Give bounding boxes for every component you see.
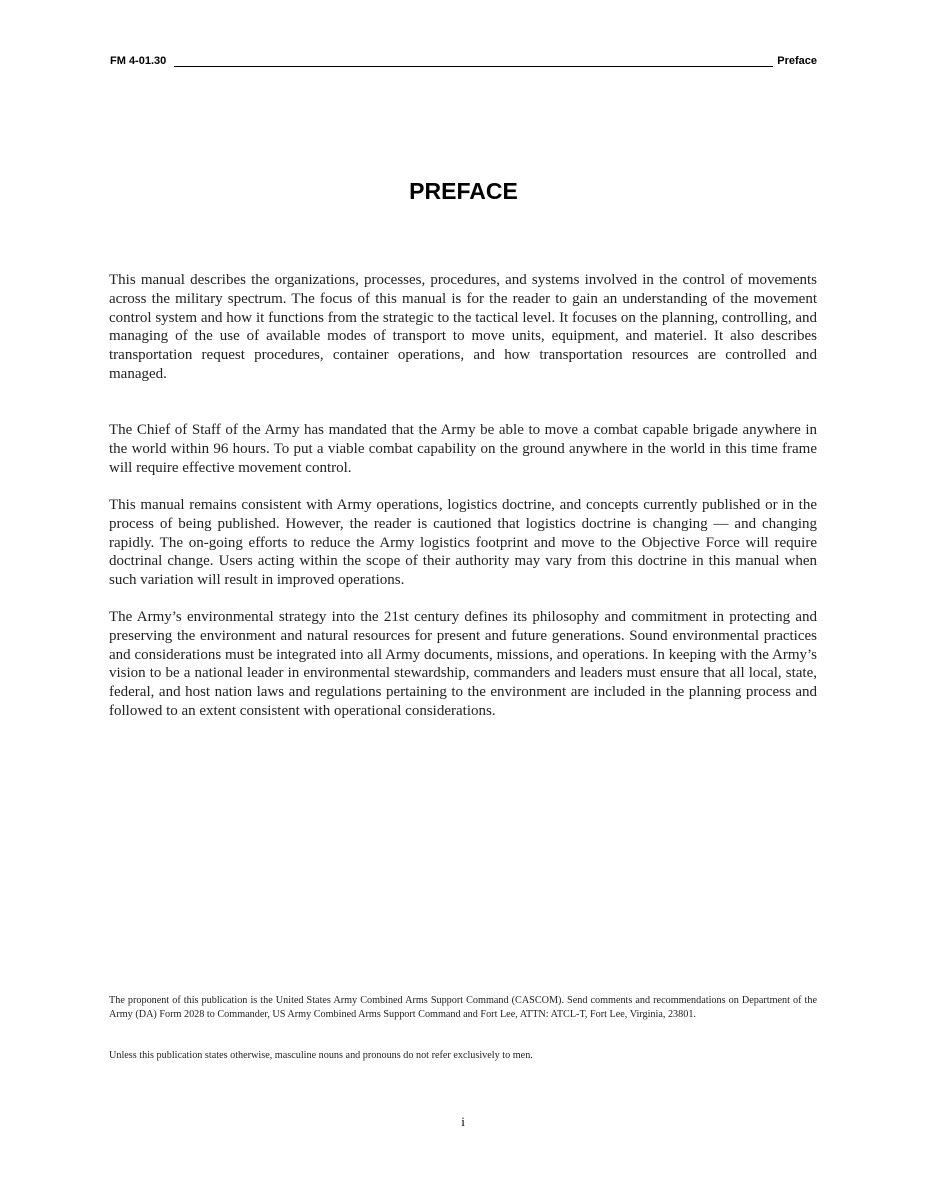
header-rule bbox=[174, 66, 773, 67]
footnote-gender: Unless this publication states otherwise, masculine nouns and pronouns do not refer exclusively to men. bbox=[109, 1050, 533, 1061]
paragraph-chief-of-staff: The Chief of Staff of the Army has mandated that the Army be able to move a combat capable brigade anywhere in the world within 96 hours. To put a viable combat capability on the ground anywhere in the world in this time frame will require effective movement control. bbox=[109, 422, 817, 476]
header-section-name: Preface bbox=[777, 55, 817, 67]
page-header bbox=[110, 54, 817, 68]
page-number: i bbox=[461, 1114, 465, 1129]
paragraph-doctrine: This manual remains consistent with Army operations, logistics doctrine, and concepts currently published or in the process of being published. However, the reader is cautioned that logistics doctrine is changing — and changing rapidly. The on-going efforts to reduce the Army logistics footprint and move to the Objective Force will require doctrinal change. Users acting within the scope of their authority may vary from this doctrine in this manual when such variation will result in improved operations. bbox=[109, 497, 817, 589]
page-title: PREFACE bbox=[409, 178, 518, 204]
footnote-proponent: The proponent of this publication is the United States Army Combined Arms Support Command (CASCOM). Send comments and recommendations on Department of the Army (DA) Form 2028 to Commander, US Army Combined Arms Support Command and Fort Lee, ATTN: ATCL-T, Fort Lee, Virginia, 23801. bbox=[109, 995, 817, 1020]
header-manual-number: FM 4-01.30 bbox=[110, 55, 167, 67]
paragraph-environmental: The Army’s environmental strategy into the 21st century defines its philosophy and commitment in protecting and preserving the environment and natural resources for present and future generations. Sound environmental practices and considerations must be integrated into all Army documents, missions, and operations. In keeping with the Army’s vision to be a national leader in environmental stewardship, commanders and leaders must ensure that all local, state, federal, and host nation laws and regulations pertaining to the environment are included in the planning process and followed to an extent consistent with operational considerations. bbox=[109, 609, 817, 719]
paragraph-purpose: This manual describes the organizations, processes, procedures, and systems involved in the control of movements across the military spectrum. The focus of this manual is for the reader to gain an understanding of the movement control system and how it functions from the strategic to the tactical level. It focuses on the planning, controlling, and managing of the use of available modes of transport to move units, equipment, and materiel. It also describes transportation request procedures, container operations, and how transportation resources are controlled and managed. bbox=[109, 272, 817, 382]
